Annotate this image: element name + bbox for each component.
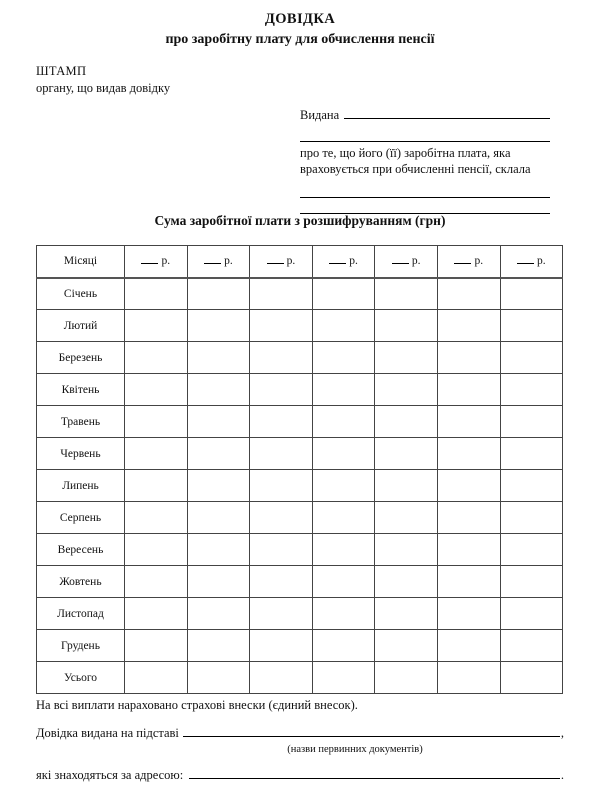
row-label-cherven: Червень bbox=[37, 438, 125, 470]
cell-cherven-y5[interactable] bbox=[375, 438, 438, 470]
cell-berezen-y1[interactable] bbox=[125, 342, 188, 374]
cell-sichen-y3[interactable] bbox=[250, 278, 313, 310]
cell-traven-y1[interactable] bbox=[125, 406, 188, 438]
year-suffix-7: р. bbox=[537, 255, 546, 268]
cell-cherven-y7[interactable] bbox=[500, 438, 563, 470]
year-suffix-2: р. bbox=[224, 255, 233, 268]
cell-zhovten-y2[interactable] bbox=[187, 566, 250, 598]
address-label: які знаходяться за адресою: bbox=[36, 768, 184, 782]
cell-kviten-y3[interactable] bbox=[250, 374, 313, 406]
year-blank-underline[interactable] bbox=[204, 255, 221, 264]
cell-berezen-y2[interactable] bbox=[187, 342, 250, 374]
salary-table bbox=[36, 245, 563, 694]
cell-lyutyi-y4[interactable] bbox=[312, 310, 375, 342]
cell-serpen-y6[interactable] bbox=[437, 502, 500, 534]
page-subtitle: про заробітну плату для обчислення пенсії bbox=[165, 32, 435, 47]
table-row bbox=[37, 278, 563, 310]
table-row bbox=[37, 470, 563, 502]
cell-lystopad-y4[interactable] bbox=[312, 598, 375, 630]
cell-lyutyi-y1[interactable] bbox=[125, 310, 188, 342]
table-row bbox=[37, 502, 563, 534]
row-label-lyutyi: Лютий bbox=[37, 310, 125, 342]
year-blank-underline[interactable] bbox=[329, 255, 346, 264]
cell-lypen-y3[interactable] bbox=[250, 470, 313, 502]
cell-usoho-y2[interactable] bbox=[187, 662, 250, 694]
year-blank-underline[interactable] bbox=[141, 255, 158, 264]
column-header-year-7[interactable] bbox=[500, 246, 563, 278]
cell-cherven-y3[interactable] bbox=[250, 438, 313, 470]
stamp-authority-label: органу, що видав довідку bbox=[36, 81, 171, 95]
row-label-sichen: Січень bbox=[37, 278, 125, 310]
table-row bbox=[37, 438, 563, 470]
cell-berezen-y4[interactable] bbox=[312, 342, 375, 374]
cell-sichen-y4[interactable] bbox=[312, 278, 375, 310]
basis-row bbox=[36, 725, 564, 741]
cell-usoho-y6[interactable] bbox=[437, 662, 500, 694]
cell-zhovten-y4[interactable] bbox=[312, 566, 375, 598]
cell-lypen-y6[interactable] bbox=[437, 470, 500, 502]
row-label-serpen: Серпень bbox=[37, 502, 125, 534]
cell-usoho-y3[interactable] bbox=[250, 662, 313, 694]
cell-traven-y5[interactable] bbox=[375, 406, 438, 438]
cell-sichen-y5[interactable] bbox=[375, 278, 438, 310]
cell-usoho-y5[interactable] bbox=[375, 662, 438, 694]
row-label-lystopad: Листопад bbox=[37, 598, 125, 630]
cell-traven-y6[interactable] bbox=[437, 406, 500, 438]
column-header-year-4[interactable] bbox=[312, 246, 375, 278]
cell-veresen-y3[interactable] bbox=[250, 534, 313, 566]
cell-lyutyi-y5[interactable] bbox=[375, 310, 438, 342]
footer-block bbox=[36, 697, 564, 783]
table-row bbox=[37, 534, 563, 566]
cell-lypen-y2[interactable] bbox=[187, 470, 250, 502]
row-label-lypen: Липень bbox=[37, 470, 125, 502]
table-row-total bbox=[37, 662, 563, 694]
column-header-year-3[interactable] bbox=[250, 246, 313, 278]
cell-hruden-y6[interactable] bbox=[437, 630, 500, 662]
column-header-year-6[interactable] bbox=[437, 246, 500, 278]
cell-lyutyi-y7[interactable] bbox=[500, 310, 563, 342]
column-header-year-1[interactable] bbox=[125, 246, 188, 278]
cell-lyutyi-y3[interactable] bbox=[250, 310, 313, 342]
cell-serpen-y7[interactable] bbox=[500, 502, 563, 534]
cell-lystopad-y2[interactable] bbox=[187, 598, 250, 630]
column-header-year-2[interactable] bbox=[187, 246, 250, 278]
cell-lypen-y7[interactable] bbox=[500, 470, 563, 502]
row-label-veresen: Вересень bbox=[37, 534, 125, 566]
cell-sichen-y7[interactable] bbox=[500, 278, 563, 310]
year-blank-underline[interactable] bbox=[517, 255, 534, 264]
year-blank-underline[interactable] bbox=[392, 255, 409, 264]
cell-usoho-y7[interactable] bbox=[500, 662, 563, 694]
cell-veresen-y5[interactable] bbox=[375, 534, 438, 566]
year-suffix-6: р. bbox=[474, 255, 484, 268]
cell-lystopad-y3[interactable] bbox=[250, 598, 313, 630]
cell-sichen-y6[interactable] bbox=[437, 278, 500, 310]
cell-cherven-y4[interactable] bbox=[312, 438, 375, 470]
cell-kviten-y2[interactable] bbox=[187, 374, 250, 406]
cell-hruden-y1[interactable] bbox=[125, 630, 188, 662]
page-title: ДОВІДКА bbox=[264, 11, 336, 27]
cell-lypen-y4[interactable] bbox=[312, 470, 375, 502]
row-label-traven: Травень bbox=[37, 406, 125, 438]
cell-kviten-y1[interactable] bbox=[125, 374, 188, 406]
cell-traven-y4[interactable] bbox=[312, 406, 375, 438]
stamp-block bbox=[36, 63, 170, 97]
address-trailing-period: . bbox=[560, 768, 564, 782]
issued-to-label: Видана bbox=[300, 108, 340, 122]
cell-serpen-y1[interactable] bbox=[125, 502, 188, 534]
cell-veresen-y6[interactable] bbox=[437, 534, 500, 566]
row-label-kviten: Квітень bbox=[37, 374, 125, 406]
issued-to-field-second-line[interactable] bbox=[300, 130, 550, 142]
year-blank-underline[interactable] bbox=[454, 255, 471, 264]
basis-label: Довідка видана на підставі bbox=[36, 726, 179, 740]
cell-kviten-y5[interactable] bbox=[375, 374, 438, 406]
row-label-usoho: Усього bbox=[37, 662, 125, 694]
cell-hruden-y4[interactable] bbox=[312, 630, 375, 662]
table-row bbox=[37, 374, 563, 406]
cell-veresen-y4[interactable] bbox=[312, 534, 375, 566]
cell-cherven-y2[interactable] bbox=[187, 438, 250, 470]
cell-zhovten-y1[interactable] bbox=[125, 566, 188, 598]
cell-usoho-y1[interactable] bbox=[125, 662, 188, 694]
cell-berezen-y7[interactable] bbox=[500, 342, 563, 374]
column-header-year-5[interactable] bbox=[375, 246, 438, 278]
table-row bbox=[37, 342, 563, 374]
cell-lystopad-y7[interactable] bbox=[500, 598, 563, 630]
table-row bbox=[37, 406, 563, 438]
table-header-row bbox=[37, 246, 563, 278]
basis-trailing-comma: , bbox=[560, 726, 564, 740]
basis-caption: (назви первинних документів) bbox=[287, 744, 423, 755]
insurance-note: На всі виплати нараховано страхові внески (єдиний внесок). bbox=[36, 698, 358, 712]
cell-serpen-y4[interactable] bbox=[312, 502, 375, 534]
cell-usoho-y4[interactable] bbox=[312, 662, 375, 694]
cell-veresen-y2[interactable] bbox=[187, 534, 250, 566]
basis-field[interactable] bbox=[183, 725, 560, 737]
year-blank-underline[interactable] bbox=[267, 255, 284, 264]
year-suffix-4: р. bbox=[349, 255, 358, 268]
cell-lystopad-y6[interactable] bbox=[437, 598, 500, 630]
address-field[interactable] bbox=[189, 767, 560, 779]
cell-lypen-y5[interactable] bbox=[375, 470, 438, 502]
cell-lyutyi-y2[interactable] bbox=[187, 310, 250, 342]
table-row bbox=[37, 630, 563, 662]
cell-hruden-y5[interactable] bbox=[375, 630, 438, 662]
cell-serpen-y5[interactable] bbox=[375, 502, 438, 534]
cell-hruden-y3[interactable] bbox=[250, 630, 313, 662]
cell-serpen-y3[interactable] bbox=[250, 502, 313, 534]
cell-zhovten-y7[interactable] bbox=[500, 566, 563, 598]
cell-kviten-y4[interactable] bbox=[312, 374, 375, 406]
issued-description: про те, що його (її) заробітна плата, яка враховується при обчисленні пенсії, склала bbox=[300, 146, 531, 176]
cell-veresen-y7[interactable] bbox=[500, 534, 563, 566]
salary-table-head bbox=[37, 246, 563, 278]
cell-lystopad-y5[interactable] bbox=[375, 598, 438, 630]
cell-cherven-y6[interactable] bbox=[437, 438, 500, 470]
issued-to-field[interactable] bbox=[344, 108, 550, 119]
row-label-zhovten: Жовтень bbox=[37, 566, 125, 598]
year-suffix-1: р. bbox=[161, 255, 171, 268]
cell-kviten-y6[interactable] bbox=[437, 374, 500, 406]
cell-veresen-y1[interactable] bbox=[125, 534, 188, 566]
row-label-hruden: Грудень bbox=[37, 630, 125, 662]
salary-table-caption: Сума заробітної плати з розшифруванням (грн) bbox=[154, 213, 446, 228]
cell-sichen-y1[interactable] bbox=[125, 278, 188, 310]
cell-traven-y2[interactable] bbox=[187, 406, 250, 438]
table-row bbox=[37, 598, 563, 630]
cell-berezen-y6[interactable] bbox=[437, 342, 500, 374]
cell-cherven-y1[interactable] bbox=[125, 438, 188, 470]
row-label-berezen: Березень bbox=[37, 342, 125, 374]
cell-hruden-y7[interactable] bbox=[500, 630, 563, 662]
stamp-label: ШТАМП bbox=[36, 64, 87, 78]
cell-zhovten-y3[interactable] bbox=[250, 566, 313, 598]
cell-berezen-y3[interactable] bbox=[250, 342, 313, 374]
amount-field-line-1[interactable] bbox=[300, 186, 550, 198]
cell-berezen-y5[interactable] bbox=[375, 342, 438, 374]
issued-to-row bbox=[300, 108, 550, 123]
cell-lypen-y1[interactable] bbox=[125, 470, 188, 502]
column-header-months: Місяці bbox=[37, 246, 125, 278]
year-suffix-5: р. bbox=[411, 255, 421, 268]
cell-kviten-y7[interactable] bbox=[500, 374, 563, 406]
salary-table-body bbox=[37, 278, 563, 694]
cell-traven-y3[interactable] bbox=[250, 406, 313, 438]
cell-zhovten-y5[interactable] bbox=[375, 566, 438, 598]
cell-sichen-y2[interactable] bbox=[187, 278, 250, 310]
cell-serpen-y2[interactable] bbox=[187, 502, 250, 534]
issued-block bbox=[300, 108, 550, 214]
cell-traven-y7[interactable] bbox=[500, 406, 563, 438]
title-block bbox=[0, 10, 600, 49]
table-row bbox=[37, 566, 563, 598]
cell-lystopad-y1[interactable] bbox=[125, 598, 188, 630]
cell-lyutyi-y6[interactable] bbox=[437, 310, 500, 342]
address-row bbox=[36, 767, 564, 783]
cell-hruden-y2[interactable] bbox=[187, 630, 250, 662]
year-suffix-3: р. bbox=[286, 255, 296, 268]
table-row bbox=[37, 310, 563, 342]
cell-zhovten-y6[interactable] bbox=[437, 566, 500, 598]
